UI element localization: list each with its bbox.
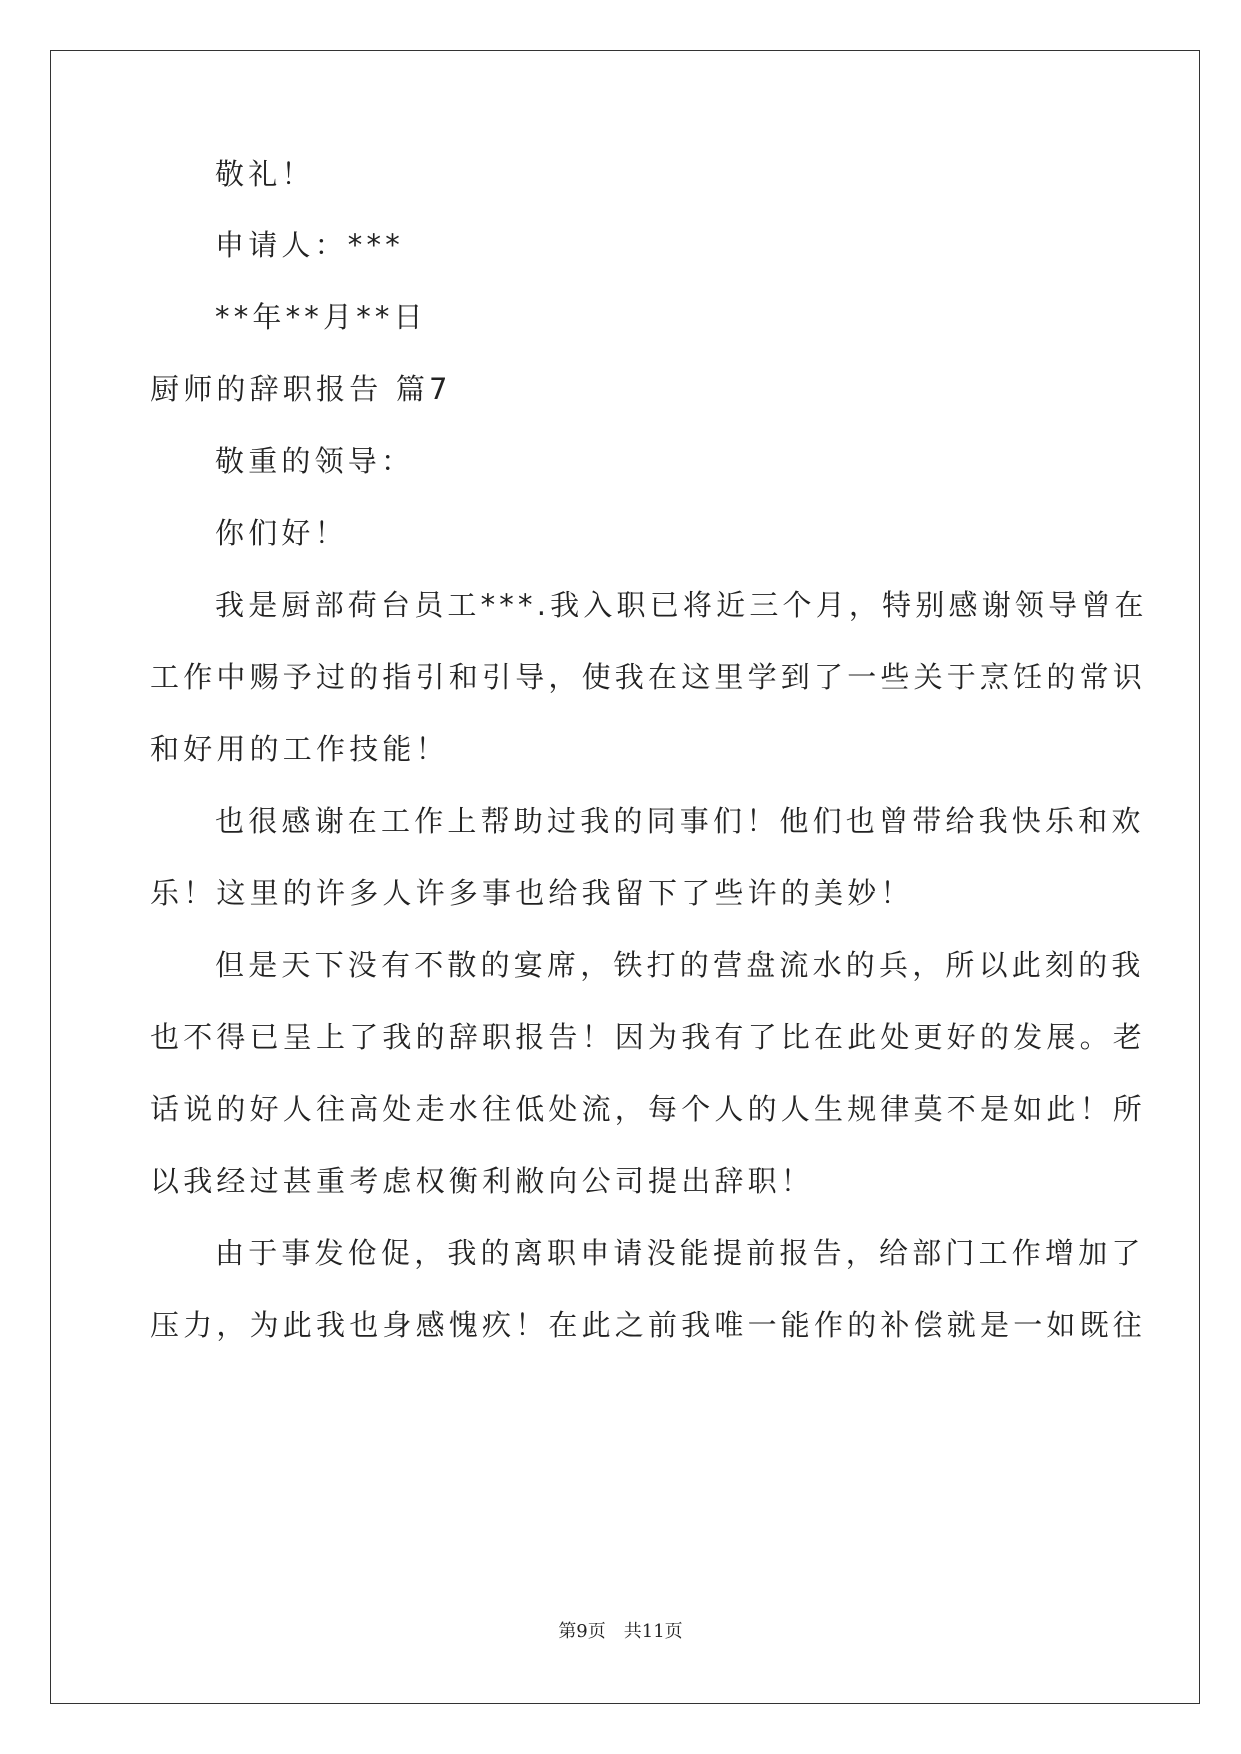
paragraph-line: 也不得已呈上了我的辞职报告！因为我有了比在此处更好的发展。老 [150, 1020, 1147, 1054]
closing-salute: 敬礼！ [215, 157, 315, 191]
page-footer [0, 1620, 1241, 1644]
paragraph-line: 也很感谢在工作上帮助过我的同事们！他们也曾带给我快乐和欢 [215, 804, 1145, 838]
section-heading: 厨师的辞职报告 篇7 [150, 372, 452, 406]
salutation: 敬重的领导： [215, 444, 415, 478]
paragraph-line: 话说的好人往高处走水往低处流，每个人的人生规律莫不是如此！所 [150, 1092, 1147, 1126]
paragraph-line: 以我经过甚重考虑权衡利敝向公司提出辞职！ [150, 1164, 815, 1198]
paragraph-line: 和好用的工作技能！ [150, 732, 449, 766]
applicant-line: 申请人：*** [215, 228, 404, 262]
page-number: 第9页 共11页 [558, 1621, 683, 1642]
date-line: **年**月**日 [215, 300, 427, 334]
paragraph-line: 工作中赐予过的指引和引导，使我在这里学到了一些关于烹饪的常识 [150, 660, 1147, 694]
paragraph-line: 乐！这里的许多人许多事也给我留下了些许的美妙！ [150, 876, 914, 910]
paragraph-line: 压力，为此我也身感愧疚！在此之前我唯一能作的补偿就是一如既往 [150, 1308, 1147, 1342]
paragraph-line: 我是厨部荷台员工***.我入职已将近三个月，特别感谢领导曾在 [215, 588, 1148, 622]
paragraph-line: 由于事发伧促，我的离职申请没能提前报告，给部门工作增加了 [215, 1236, 1145, 1270]
greeting: 你们好！ [215, 516, 348, 550]
paragraph-line: 但是天下没有不散的宴席，铁打的营盘流水的兵，所以此刻的我 [215, 948, 1145, 982]
